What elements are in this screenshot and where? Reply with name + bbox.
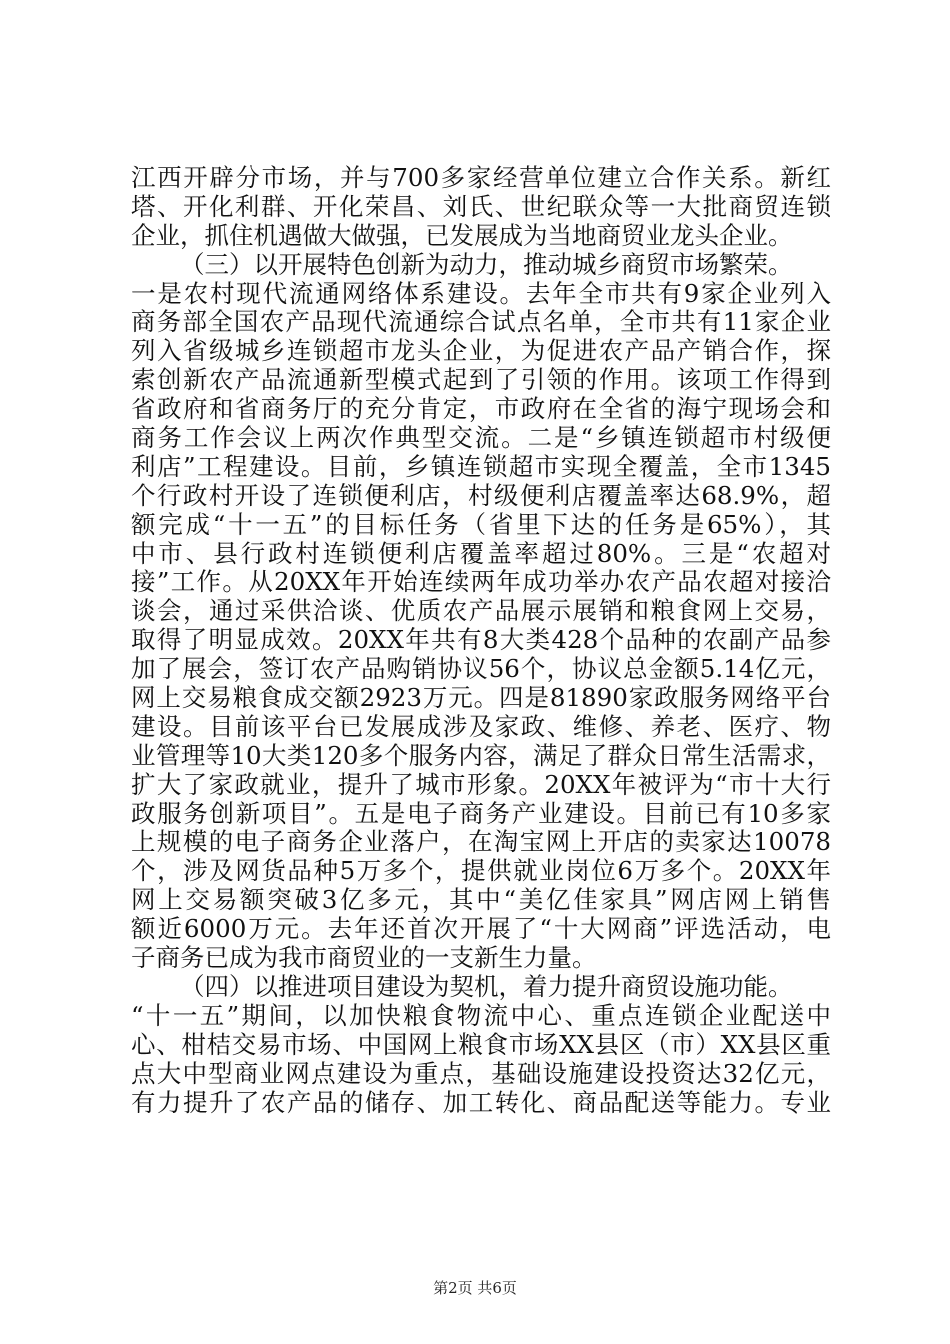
text-line: 江西开辟分市场，并与700多家经营单位建立合作关系。新红 <box>131 163 831 192</box>
text-line: 网上交易额突破3亿多元，其中“美亿佳家具”网店网上销售 <box>131 885 831 915</box>
text-line: 商务工作会议上两次作典型交流。二是“乡镇连锁超市村级便 <box>131 423 831 453</box>
text-line: 企业，抓住机遇做大做强，已发展成为当地商贸业龙头企业。 <box>131 220 793 250</box>
text-line: 取得了明显成效。20XX年共有8大类428个品种的农副产品参 <box>131 625 831 655</box>
text-line: 点大中型商业网点建设为重点，基础设施建设投资达32亿元， <box>131 1058 831 1088</box>
text-line: 省政府和省商务厅的充分肯定，市政府在全省的海宁现场会和 <box>131 394 831 424</box>
document-body <box>131 164 831 1117</box>
text-line: 额近6000万元。去年还首次开展了“十大网商”评选活动，电 <box>131 914 831 944</box>
text-line: 额完成“十一五”的目标任务（省里下达的任务是65%），其 <box>131 509 831 539</box>
text-line: 列入省级城乡连锁超市龙头企业，为促进农产品产销合作，探 <box>131 336 831 366</box>
text-line: 政服务创新项目”。五是电子商务产业建设。目前已有10多家 <box>131 798 831 828</box>
text-line: 业管理等10大类120多个服务内容，满足了群众日常生活需求， <box>131 740 831 770</box>
text-line: 中市、县行政村连锁便利店覆盖率超过80%。三是“农超对 <box>131 538 831 568</box>
text-line: 网上交易粮食成交额2923万元。四是81890家政服务网络平台 <box>131 683 831 713</box>
text-line: 索创新农产品流通新型模式起到了引领的作用。该项工作得到 <box>131 365 831 395</box>
section-heading-line: （四）以推进项目建设为契机，着力提升商贸设施功能。 <box>180 971 793 1001</box>
text-line: 扩大了家政就业，提升了城市形象。20XX年被评为“市十大行 <box>131 769 831 799</box>
text-line: 加了展会，签订农产品购销协议56个，协议总金额5.14亿元， <box>131 654 831 684</box>
text-line: “十一五”期间，以加快粮食物流中心、重点连锁企业配送中 <box>131 1000 831 1030</box>
text-line: 一是农村现代流通网络体系建设。去年全市共有9家企业列入 <box>131 278 831 308</box>
text-line: 建设。目前该平台已发展成涉及家政、维修、养老、医疗、物 <box>131 711 831 741</box>
text-line: 子商务已成为我市商贸业的一支新生力量。 <box>131 943 597 973</box>
text-line: 个，涉及网货品种5万多个，提供就业岗位6万多个。20XX年 <box>131 856 831 886</box>
text-line: 个行政村开设了连锁便利店，村级便利店覆盖率达68.9%，超 <box>131 480 831 510</box>
text-line: 有力提升了农产品的储存、加工转化、商品配送等能力。专业 <box>131 1087 831 1117</box>
text-line: 谈会，通过采供洽谈、优质农产品展示展销和粮食网上交易， <box>131 596 831 626</box>
text-line: 商务部全国农产品现代流通综合试点名单，全市共有11家企业 <box>131 307 831 337</box>
section-heading-line: （三）以开展特色创新为动力，推动城乡商贸市场繁荣。 <box>180 249 793 279</box>
text-line: 利店”工程建设。目前，乡镇连锁超市实现全覆盖，全市1345 <box>131 451 831 481</box>
text-line: 心、柑桔交易市场、中国网上粮食市场XX县区（市）XX县区重 <box>131 1029 831 1059</box>
text-line: 接”工作。从20XX年开始连续两年成功举办农产品农超对接洽 <box>131 567 831 597</box>
text-line: 上规模的电子商务企业落户，在淘宝网上开店的卖家达10078 <box>131 827 831 857</box>
page-number-footer: 第2页 共6页 <box>433 1279 517 1297</box>
text-line: 塔、开化利群、开化荣昌、刘氏、世纪联众等一大批商贸连锁 <box>131 191 831 221</box>
